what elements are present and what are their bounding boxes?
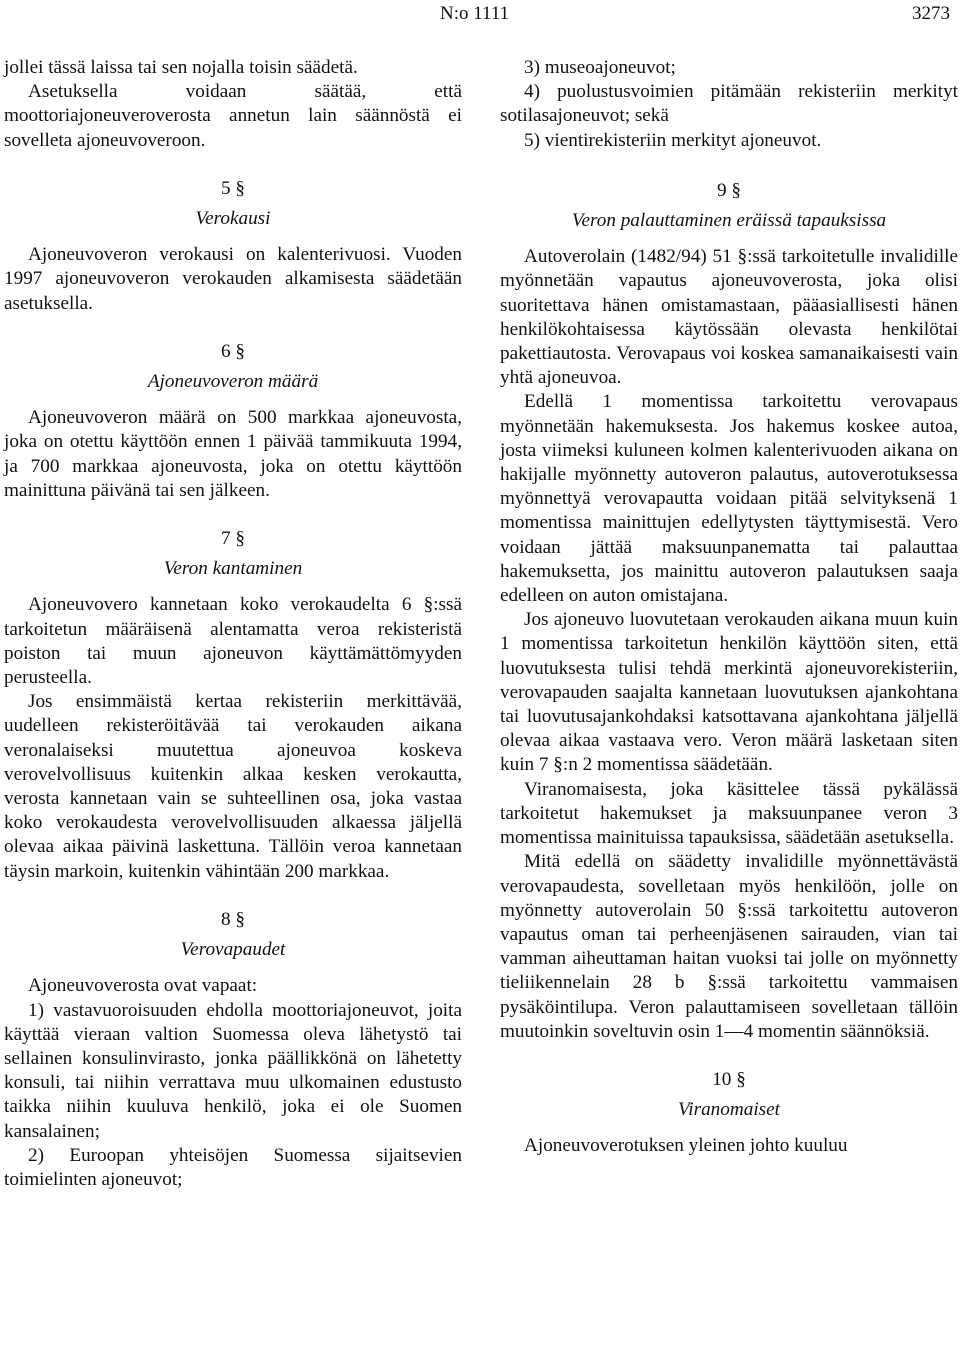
- section-title: Verokausi: [195, 208, 271, 230]
- section-title: Veron palauttaminen eräissä tapauksissa: [571, 210, 887, 232]
- paragraph: Mitä edellä on säädetty invalidille myönnettävästä verovapaudesta, sovelletaan myös henkilöön, jolle on myönnetty autoverolain 50 §:ssä tarkoitettu autoveron vapautus oman tai perheenjäsenen sairauden, vian tai vamman aiheuttaman haitan vuoksi tai jolle on myönnetty tieliikennelain 28 b §:ssä tarkoitettu vammaisen pysäköintilupa. Veron palauttamiseen sovelletaan tällöin muutoinkin soveltuvin osin 1—4 momentin säännöksiä.: [500, 851, 958, 1042]
- paragraph: 2) Euroopan yhteisöjen Suomessa sijaitsevien toimielinten ajoneuvot;: [4, 1144, 462, 1190]
- paragraph: Ajoneuvoverotuksen yleinen johto kuuluu: [524, 1135, 848, 1157]
- paragraph: Jos ajoneuvo luovutetaan verokauden aikana muun kuin 1 momentissa tarkoitetun henkilön käyttöön siten, että luovutuksesta tulisi tehdä merkintä ajoneuvorekisteriin, verovapauden saajalta kannetaan luovutuksen ajankohtana tai luovutusajankohdaksi katsottavana ajankohtana jäljellä olevaa aikaa vastaava vero. Veron määrä lasketaan siten kuin 7 §:n 2 momentissa säädetään.: [500, 609, 958, 776]
- page-header: [0, 0, 960, 28]
- paragraph: Ajoneuvoverosta ovat vapaat:: [28, 975, 258, 997]
- section-number: 6 §: [221, 340, 245, 362]
- paragraph: 5) vientirekisteriin merkityt ajoneuvot.: [524, 129, 822, 151]
- section-title: Viranomaiset: [678, 1099, 780, 1121]
- issue-number: N:o 1111: [440, 3, 510, 24]
- paragraph: Edellä 1 momentissa tarkoitettu verovapaus myönnetään hakemuksesta. Jos hakemus koskee autoa, josta viimeksi kuluneen kolmen kalenterivuoden aikana on hakijalle myönnetty autoveron palautus, autoverotuksessa myönnettyä verovapautta voidaan pitää selvityksenä 1 momentissa mainittujen edellytysten täyttymisestä. Vero voidaan jättää maksuunpanematta tai palauttaa hakemuksetta, jos mainittu autoveron palautuksen saaja edelleen on auton omistajana.: [500, 391, 958, 607]
- section-number: 8 §: [221, 908, 245, 930]
- page-number: 3273: [912, 3, 950, 24]
- paragraph: 1) vastavuoroisuuden ehdolla moottoriajoneuvot, joita käyttää vieraan valtion Suomessa oleva lähetystö tai sellainen konsulinvirasto, jonka päällikkönä on lähetetty konsuli, tai niihin verrattava muu ulkomainen edustusto taikka niihin kuuluva henkilö, joka ei ole Suomen kansalainen;: [4, 999, 462, 1142]
- paragraph: jollei tässä laissa tai sen nojalla toisin säädetä.: [4, 57, 358, 78]
- paragraph: Autoverolain (1482/94) 51 §:ssä tarkoitetulle invalidille myönnetään vapautus ajoneuvoverosta, joka olisi suoritettava hänen omistamastaan, pääasiallisesti hänen henkilökohtaisessa käytössään olevasta henkilötai pakettiautosta. Verovapaus voi koskea samanaikaisesti vain yhtä ajoneuvoa.: [500, 246, 958, 389]
- section-number: 9 §: [717, 179, 741, 201]
- paragraph: Asetuksella voidaan säätää, että moottoriajoneuveroverosta annetun lain säännöstä ei sovelleta ajoneuvoveroon.: [4, 81, 462, 151]
- section-title: Verovapaudet: [180, 939, 286, 961]
- paragraph: 4) puolustusvoimien pitämään rekisteriin merkityt sotilasajoneuvot; sekä: [500, 81, 958, 127]
- section-number: 7 §: [221, 528, 245, 550]
- paragraph: Jos ensimmäistä kertaa rekisteriin merkittävää, uudelleen rekisteröitävää tai verokauden aikana veronalaiseksi muutettua ajoneuvoa koskeva verovelvollisuus kuitenkin alkaa kesken verokautta, verosta kannetaan vain se suhteellinen osa, joka vastaa koko verokaudesta verovelvollisuuden alkaessa jäljellä olevaa aikaa päivinä laskettuna. Tällöin veroa kannetaan täysin markoin, kuitenkin vähintään 200 markkaa.: [4, 691, 462, 882]
- section-title: Ajoneuvoveron määrä: [147, 371, 319, 393]
- section-number: 5 §: [221, 177, 245, 199]
- paragraph: Ajoneuvovero kannetaan koko verokaudelta 6 §:ssä tarkoitetun määräisenä alentamatta veroa rekisteristä poiston tai muun ajoneuvon käyttämättömyyden perusteella.: [4, 594, 462, 689]
- paragraph: Ajoneuvoveron verokausi on kalenterivuosi. Vuoden 1997 ajoneuvoveron verokauden alkamisesta säädetään asetuksella.: [4, 244, 462, 314]
- left-column: [4, 56, 462, 1192]
- right-column: [500, 56, 958, 1159]
- paragraph: 3) museoajoneuvot;: [524, 57, 676, 78]
- paragraph: Ajoneuvoveron määrä on 500 markkaa ajoneuvosta, joka on otettu käyttöön ennen 1 päivää tammikuuta 1994, ja 700 markkaa ajoneuvosta, joka on otettu käyttöön mainittuna päivänä tai sen jälkeen.: [4, 407, 462, 501]
- section-title: Veron kantaminen: [163, 558, 303, 580]
- section-number: 10 §: [712, 1068, 746, 1090]
- paragraph: Viranomaisesta, joka käsittelee tässä pykälässä tarkoitetut hakemukset ja maksuunpanee veron 3 momentissa mainituissa tapauksissa, säädetään asetuksella.: [500, 778, 958, 849]
